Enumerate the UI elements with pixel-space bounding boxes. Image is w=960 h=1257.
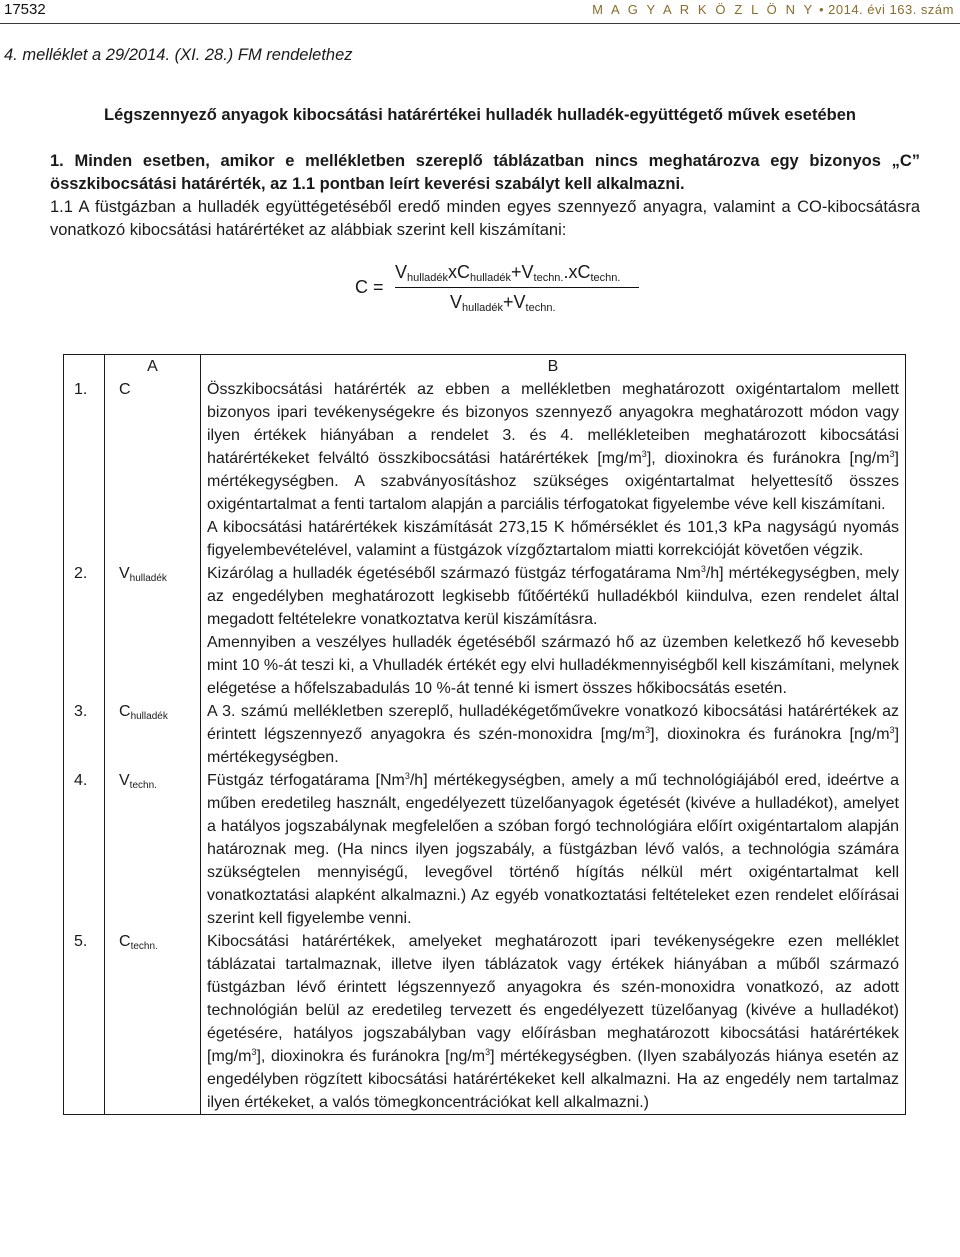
table-header-a: A xyxy=(105,355,201,379)
definition-paragraph: A 3. számú mellékletben szereplő, hulladékégetőművekre vonatkozó kibocsátási határértékek az érintett légszennyező anyagokra és szén-monoxidra $[mg/m^3]$, dioxinokra és furánokra $[ng/m^3]$ mértékegységben. xyxy=(207,703,900,766)
row-number: 3. xyxy=(64,700,105,769)
paragraph-1: 1. Minden esetben, amikor e mellékletben szereplő táblázatban nincs meghatározva egy bizonyos „C” összkibocsátási határérték, az 1.1 pontban leírt keverési szabályt kell alkalmazni. xyxy=(50,152,920,193)
formula-numerator: $V_{hulladék}xC_{hulladék}+V_{techn.}.xC_{techn.}$ xyxy=(395,262,621,284)
row-definition xyxy=(201,930,906,1115)
page-number: 17532 xyxy=(4,1,46,18)
paragraph-1-1: 1.1 A füstgázban a hulladék együttégetéséből eredő minden egyes szennyező anyagra, valamint a CO-kibocsátásra vonatkozó kibocsátási határértéket az alábbiak szerint kell kiszámítani: xyxy=(50,198,920,239)
row-definition xyxy=(201,562,906,700)
journal-issue xyxy=(592,1,954,19)
table-header-b: B xyxy=(201,355,906,379)
row-definition xyxy=(201,378,906,562)
header-rule xyxy=(0,23,960,24)
row-symbol: $C_{hulladék}$ xyxy=(105,700,201,769)
row-number: 5. xyxy=(64,930,105,1115)
table-row xyxy=(64,700,906,769)
annex-label: 4. melléklet a 29/2014. (XI. 28.) FM rendelethez xyxy=(4,46,353,64)
row-definition xyxy=(201,700,906,769)
document-title: Légszennyező anyagok kibocsátási határértékei hulladék hulladék-együttégető művek esetében xyxy=(104,106,856,124)
table-row xyxy=(64,378,906,562)
table-header-row xyxy=(64,355,906,379)
definition-paragraph: Füstgáz térfogatárama [Nm$^3$/h] mértékegységben, amely a mű technológiájából ered, ideértve a műben eredetileg használt, engedélyezett tüzelőanyagok égetését (kivéve a hulladékot), amelyet a hatályos jogszabálynak megfelelően a szóban forgó technológiára előírt oxigéntartalom alapján határoznak meg. (Ha nincs ilyen jogszabály, a füstgázban lévő valós, a technológia számára szükségtelen mennyiségű, levegővel történő hígítás nélkül mért oxigéntartalmat kell vonatkoztatási alapként alkalmazni.) Az egyéb vonatkoztatási feltételeket ezen rendelet előírásai szerint kell figyelembe venni. xyxy=(207,771,899,927)
table-row xyxy=(64,562,906,700)
formula-fraction-bar xyxy=(395,287,639,288)
definition-paragraph: Kibocsátási határértékek, amelyeket meghatározott ipari tevékenységekre ezen melléklet táblázatai tartalmaznak, illetve ilyen táblázatok vagy értékek hiányában a műből származó füstgázban lévő érintett légszennyező anyagokra és szén-monoxidra vonatkozó, az adott technológián belül az eredetileg tervezett és engedélyezett tüzelőanyag (kivéve a hulladékot) égetésére, hatályos jogszabályban vagy előírásban meghatározott kibocsátási határértékek $[mg/m^3]$, dioxinokra és furánokra $[ng/m^3]$ mértékegységben. (Ilyen szabályozás hiánya esetén az engedélyben rögzített kibocsátási határértékeket kell alkalmazni. Ha az engedély nem tartalmaz ilyen értékeket, a valós tömegkoncentrációkat kell alkalmazni.) xyxy=(207,933,899,1111)
header-bullet: • xyxy=(818,2,825,17)
row-symbol: $C_{techn.}$ xyxy=(105,930,201,1115)
table-header-spacer xyxy=(64,355,105,379)
definition-paragraph: A kibocsátási határértékek kiszámítását 273,15 K hőmérséklet és 101,3 kPa nagyságú nyomás figyelembevételével, valamint a füstgázok vízgőztartalom miatti korrekcióját követően végzik. xyxy=(207,519,899,559)
row-number: 2. xyxy=(64,562,105,700)
page-header xyxy=(0,0,960,26)
row-symbol: $V_{techn.}$ xyxy=(105,769,201,930)
table-row xyxy=(64,930,906,1115)
formula-denominator: $V_{hulladék}+V_{techn.}$ xyxy=(450,292,556,314)
issue-label: 2014. évi 163. szám xyxy=(828,2,954,17)
definition-paragraph: Összkibocsátási határérték az ebben a mellékletben meghatározott oxigéntartalom mellett bizonyos ipari tevékenységekre és bizonyos szennyező anyagokra meghatározott módon vagy ilyen értékek hiányában a rendelet 3. és 4. mellékleteiben meghatározott kibocsátási határértékeket felváltó összkibocsátási határértékek $[mg/m^3]$, dioxinokra és furánokra $[ng/m^3]$ mértékegységben. A szabványosításhoz szükséges oxigéntartalmat helyettesítő összes oxigéntartalmat a fenti tartalom alapján a parciális térfogatokat figyelembe véve kell kiszámítani. xyxy=(207,381,899,513)
definition-paragraph: Kizárólag a hulladék égetéséből származó füstgáz térfogatárama Nm$^3$/h] mértékegységben, mely az engedélyben meghatározott legkisebb fűtőértékű hulladékból kiindulva, ezen rendelet által megadott feltételekre vonatkoztatva kerül kiszámításra. xyxy=(207,564,899,628)
row-number: 1. xyxy=(64,378,105,562)
row-symbol: $V_{hulladék}$ xyxy=(105,562,201,700)
definitions-table xyxy=(63,354,906,1115)
row-symbol: C xyxy=(105,378,201,562)
table-row xyxy=(64,769,906,930)
mixing-rule-formula xyxy=(355,262,635,322)
row-definition xyxy=(201,769,906,930)
definition-paragraph: Amennyiben a veszélyes hulladék égetéséből származó hő az üzemben keletkező hő kevesebb mint 10 %-át teszi ki, a Vhulladék értékét egy elvi hulladékmennyiségből kell kiszámítani, melynek elégetése a hőfelszabadulás 10 %-át tenné ki ismert összes hőkibocsátás esetén. xyxy=(207,634,899,697)
formula-lhs: C = xyxy=(355,277,384,297)
row-number: 4. xyxy=(64,769,105,930)
journal-name: M A G Y A R K Ö Z L Ö N Y xyxy=(592,2,815,17)
